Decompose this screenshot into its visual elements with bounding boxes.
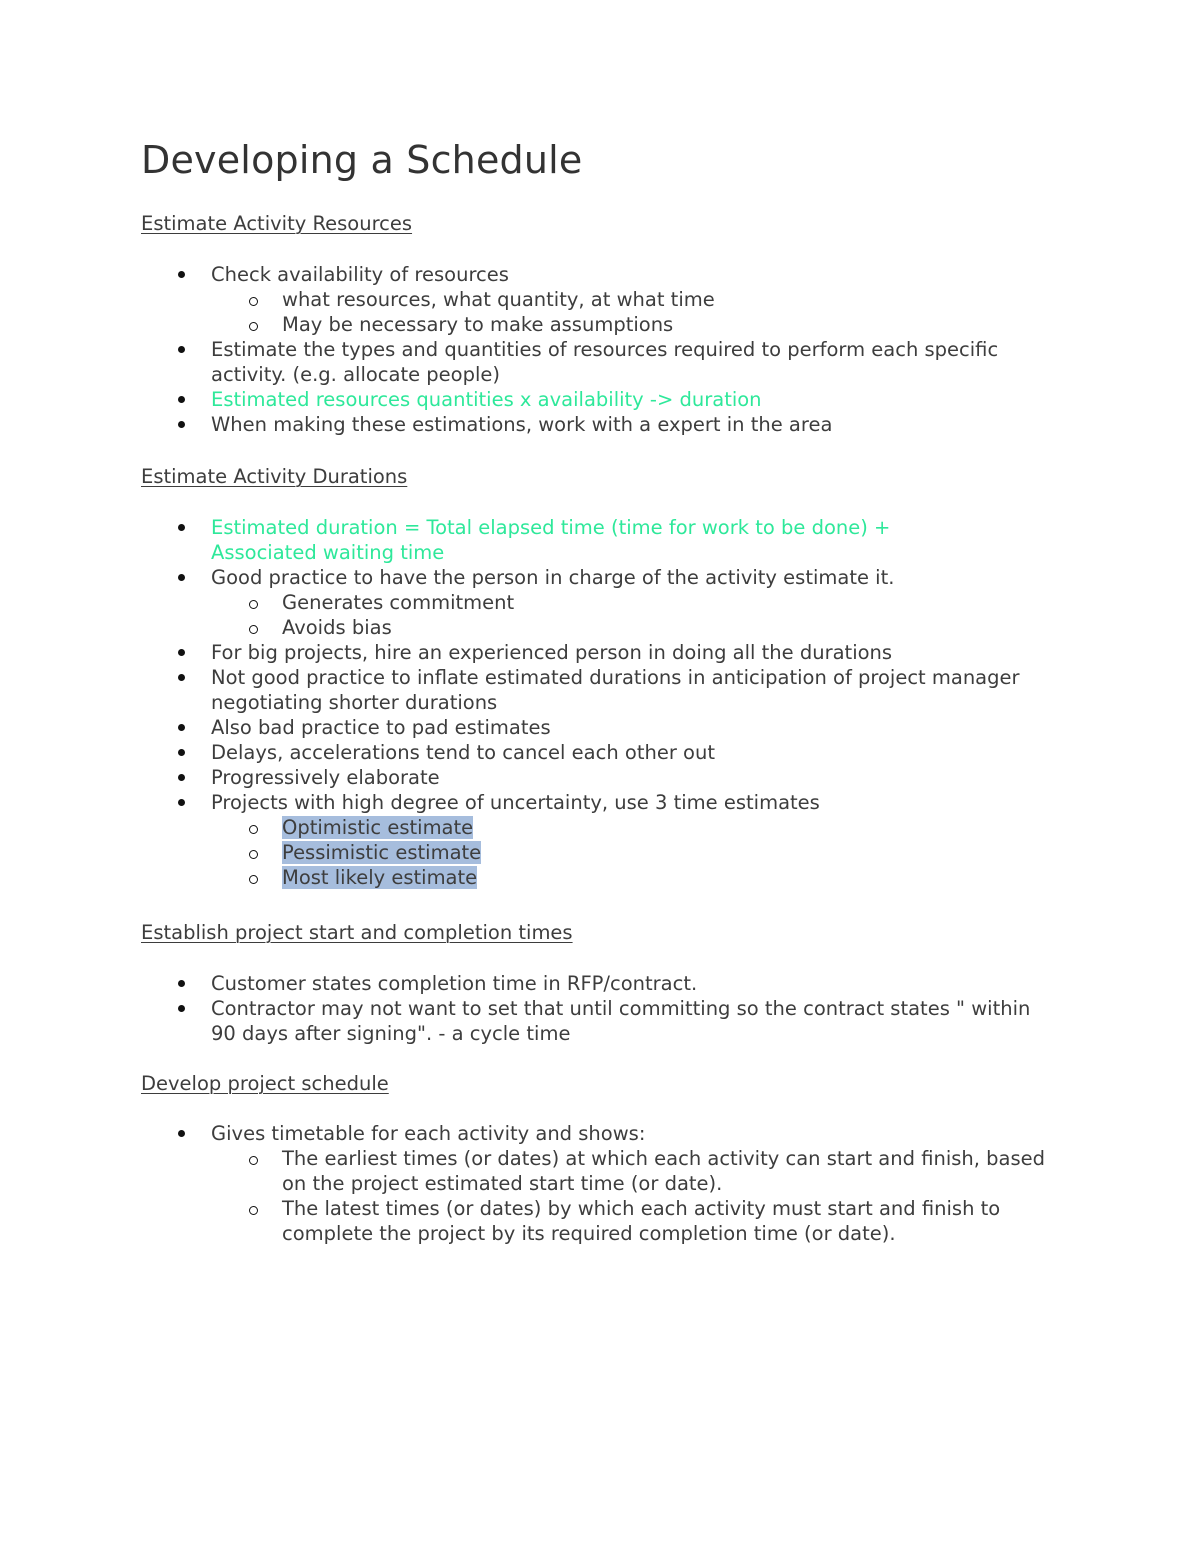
section-heading-develop-project-schedule: Develop project schedule [141, 1072, 389, 1095]
bullet-dot-icon [178, 524, 185, 531]
bullet-circle-icon [249, 297, 258, 306]
list-item: For big projects, hire an experienced person in doing all the durations [141, 640, 1061, 665]
list-item: Also bad practice to pad estimates [141, 715, 1061, 740]
bullet-circle-icon [249, 875, 258, 884]
list-item: Check availability of resources [141, 262, 1061, 287]
list-item: May be necessary to make assumptions [141, 312, 1061, 337]
list-item: The latest times (or dates) by which each activity must start and finish to complete the project by its required completion time (or date). [141, 1196, 1061, 1246]
list-item: Delays, accelerations tend to cancel each other out [141, 740, 1061, 765]
bullet-circle-icon [249, 1156, 258, 1165]
bullet-circle-icon [249, 850, 258, 859]
bullet-dot-icon [178, 396, 185, 403]
list-item [141, 865, 1061, 890]
list-item: Generates commitment [141, 590, 1061, 615]
section-heading-estimate-activity-resources: Estimate Activity Resources [141, 212, 413, 235]
bullet-circle-icon [249, 600, 258, 609]
highlighted-text: Pessimistic estimate [282, 841, 482, 864]
list-item: Progressively elaborate [141, 765, 1061, 790]
bullet-dot-icon [178, 421, 185, 428]
list-item: The earliest times (or dates) at which each activity can start and finish, based on the project estimated start time (or date). [141, 1146, 1061, 1196]
list-item: Customer states completion time in RFP/contract. [141, 971, 1061, 996]
list-item [141, 840, 1061, 865]
bullet-circle-icon [249, 322, 258, 331]
bullet-dot-icon [178, 346, 185, 353]
list-item: Gives timetable for each activity and shows: [141, 1121, 1061, 1146]
page-title: Developing a Schedule [141, 138, 583, 182]
highlighted-text: Optimistic estimate [282, 816, 474, 839]
bullet-dot-icon [178, 980, 185, 987]
bullet-dot-icon [178, 649, 185, 656]
bullet-dot-icon [178, 724, 185, 731]
bullet-dot-icon [178, 674, 185, 681]
list-estimate-activity-durations [141, 515, 1061, 890]
section-heading-establish-project-start-completion: Establish project start and completion times [141, 921, 573, 944]
list-item: Estimate the types and quantities of resources required to perform each specific activity. (e.g. allocate people) [141, 337, 1061, 387]
bullet-dot-icon [178, 774, 185, 781]
bullet-dot-icon [178, 1005, 185, 1012]
bullet-dot-icon [178, 749, 185, 756]
list-item: what resources, what quantity, at what time [141, 287, 1061, 312]
list-develop-project-schedule [141, 1121, 1061, 1246]
list-establish-project-start-completion [141, 971, 1061, 1046]
list-item: Avoids bias [141, 615, 1061, 640]
list-item: Not good practice to inflate estimated durations in anticipation of project manager negotiating shorter durations [141, 665, 1061, 715]
bullet-circle-icon [249, 825, 258, 834]
list-item: When making these estimations, work with a expert in the area [141, 412, 1061, 437]
list-estimate-activity-resources [141, 262, 1061, 437]
list-item: Good practice to have the person in charge of the activity estimate it. [141, 565, 1061, 590]
list-item [141, 815, 1061, 840]
list-item: Estimated resources quantities x availability -> duration [141, 387, 1061, 412]
bullet-circle-icon [249, 625, 258, 634]
list-item: Estimated duration = Total elapsed time (time for work to be done) + Associated waiting time [141, 515, 1061, 565]
bullet-dot-icon [178, 1130, 185, 1137]
bullet-circle-icon [249, 1206, 258, 1215]
list-item: Projects with high degree of uncertainty, use 3 time estimates [141, 790, 1061, 815]
section-heading-estimate-activity-durations: Estimate Activity Durations [141, 465, 408, 488]
bullet-dot-icon [178, 799, 185, 806]
bullet-dot-icon [178, 574, 185, 581]
highlighted-text: Most likely estimate [282, 866, 478, 889]
list-item: Contractor may not want to set that until committing so the contract states " within 90 days after signing". - a cycle time [141, 996, 1061, 1046]
bullet-dot-icon [178, 271, 185, 278]
